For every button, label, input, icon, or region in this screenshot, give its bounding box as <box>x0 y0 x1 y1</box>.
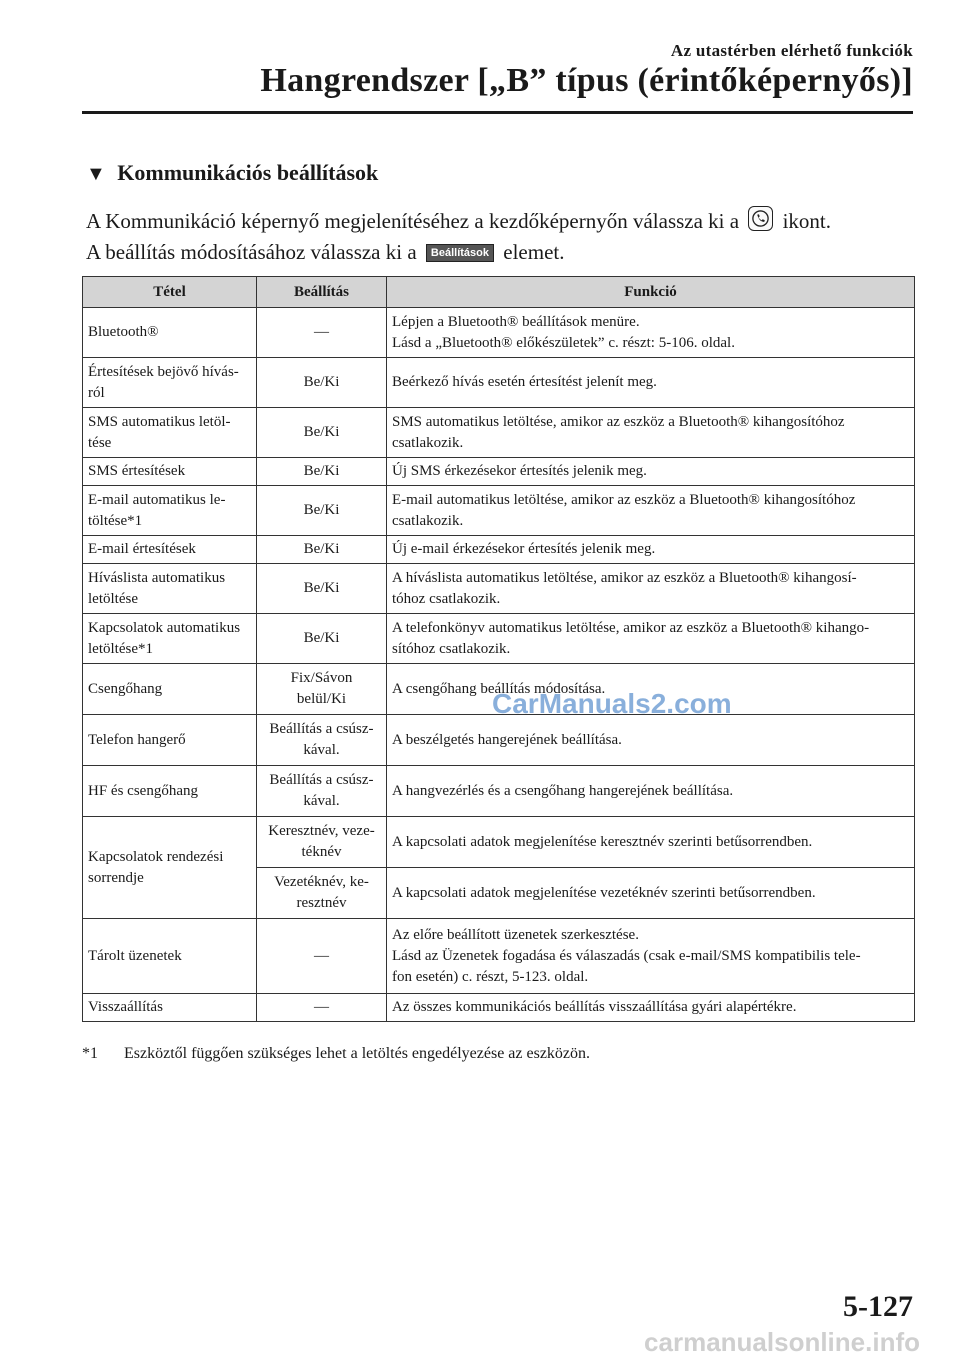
setting-line: Beállítás a csúsz- <box>269 721 374 737</box>
function-line: SMS automatikus letöltése, amikor az eszköz a Bluetooth® kihangosítóhoz <box>392 413 845 430</box>
item-line: letöltése <box>88 590 138 607</box>
function-line: Lépjen a Bluetooth® beállítások menüre. <box>392 313 640 330</box>
function-line: sítóhoz csatlakozik. <box>392 640 511 657</box>
table-cell-setting: — <box>257 919 387 994</box>
item-line: töltése*1 <box>88 512 143 529</box>
setting-line: téknév <box>301 844 342 860</box>
table-cell-setting: Be/Ki <box>257 486 387 536</box>
intro-line-2-text: A beállítás módosításához válassza ki a <box>86 240 417 264</box>
setting-line: kával. <box>303 793 340 809</box>
communication-settings-table <box>82 276 915 1022</box>
setting-line: Vezetéknév, ke- <box>274 874 369 890</box>
table-row <box>83 458 915 486</box>
setting-line: resztnév <box>296 895 347 911</box>
intro-line-1-end: ikont. <box>782 209 832 233</box>
triangle-marker-icon: ▼ <box>86 163 106 185</box>
table-cell-function: Beérkező hívás esetén értesítést jelenít meg. <box>387 358 915 408</box>
table-cell-function: A beszélgetés hangerejének beállítása. <box>387 715 915 766</box>
table-cell-function <box>387 919 915 994</box>
table-cell-setting: Be/Ki <box>257 536 387 564</box>
table-cell-setting: Be/Ki <box>257 458 387 486</box>
setting-line: Keresztnév, veze- <box>268 823 375 839</box>
table-row <box>83 408 915 458</box>
table-cell-setting: Be/Ki <box>257 614 387 664</box>
table-cell-function: Az összes kommunikációs beállítás visszaállítása gyári alapértékre. <box>387 994 915 1022</box>
table-cell-setting: Be/Ki <box>257 408 387 458</box>
footnote-text: Eszköztől függően szükséges lehet a letöltés engedélyezése az eszközön. <box>124 1045 591 1062</box>
table-cell-item <box>83 817 257 919</box>
page-number: 5-127 <box>843 1290 913 1323</box>
function-line: fon esetén) c. részt, 5-123. oldal. <box>392 968 589 985</box>
column-header-function: Funkció <box>387 277 915 308</box>
intro-line-2-end: elemet. <box>503 240 565 264</box>
item-line: Híváslista automatikus <box>88 569 226 586</box>
table-row <box>83 766 915 817</box>
setting-line: Fix/Sávon <box>290 670 353 686</box>
function-line: csatlakozik. <box>392 434 464 451</box>
footnote <box>82 1045 590 1063</box>
table-row <box>83 817 915 868</box>
section-heading <box>86 160 378 186</box>
header-subtitle: Az utastérben elérhető funkciók <box>670 41 913 60</box>
page-title: Hangrendszer [„B” típus (érintőképernyős)] <box>260 62 913 99</box>
item-line: ról <box>88 384 105 401</box>
function-line: A telefonkönyv automatikus letöltése, amikor az eszköz a Bluetooth® kihango- <box>392 619 870 636</box>
setting-line: Beállítás a csúsz- <box>269 772 374 788</box>
table-cell-function: A hangvezérlés és a csengőhang hangerejének beállítása. <box>387 766 915 817</box>
table-cell-item: Bluetooth® <box>83 308 257 358</box>
table-row <box>83 358 915 408</box>
function-line: csatlakozik. <box>392 512 464 529</box>
table-cell-setting <box>257 715 387 766</box>
function-line: A híváslista automatikus letöltése, amikor az eszköz a Bluetooth® kihangosí- <box>392 569 857 586</box>
function-line: tóhoz csatlakozik. <box>392 590 501 607</box>
table-cell-function: A kapcsolati adatok megjelenítése vezetéknév szerinti betűsorrendben. <box>387 868 915 919</box>
table-cell-item: Visszaállítás <box>83 994 257 1022</box>
table-cell-setting <box>257 817 387 868</box>
table-header-row <box>83 277 915 308</box>
table-row <box>83 919 915 994</box>
setting-line: kával. <box>303 742 340 758</box>
table-cell-item <box>83 486 257 536</box>
column-header-item: Tétel <box>83 277 257 308</box>
table-row <box>83 536 915 564</box>
table-cell-item <box>83 408 257 458</box>
table-cell-setting: Be/Ki <box>257 358 387 408</box>
item-line: tése <box>88 434 112 451</box>
table-cell-item: Csengőhang <box>83 664 257 715</box>
table-cell-function: Új SMS érkezésekor értesítés jelenik meg. <box>387 458 915 486</box>
column-header-setting: Beállítás <box>257 277 387 308</box>
table-cell-setting: — <box>257 994 387 1022</box>
table-row <box>83 564 915 614</box>
table-cell-item: Tárolt üzenetek <box>83 919 257 994</box>
bottom-logo: carmanualsonline.info <box>644 1327 920 1357</box>
table-cell-setting: Be/Ki <box>257 564 387 614</box>
intro-line-1-text: A Kommunikáció képernyő megjelenítéséhez a kezdőképernyőn válassza ki a <box>86 209 740 233</box>
intro-line-2 <box>86 240 564 265</box>
table-row <box>83 994 915 1022</box>
table-cell-function <box>387 564 915 614</box>
table-row <box>83 715 915 766</box>
table-cell-item: SMS értesítések <box>83 458 257 486</box>
item-line: sorrendje <box>88 869 144 886</box>
table-cell-setting: — <box>257 308 387 358</box>
table-cell-setting <box>257 664 387 715</box>
table-cell-item <box>83 564 257 614</box>
setting-line: belül/Ki <box>296 691 347 707</box>
item-line: Értesítések bejövő hívás- <box>88 363 239 380</box>
table-cell-item: HF és csengőhang <box>83 766 257 817</box>
table-cell-function <box>387 486 915 536</box>
table-cell-function: A csengőhang beállítás módosítása. <box>387 664 915 715</box>
item-line: E-mail automatikus le- <box>88 491 226 508</box>
table-cell-item <box>83 614 257 664</box>
table-row <box>83 614 915 664</box>
table-cell-function <box>387 408 915 458</box>
footnote-mark: *1 <box>82 1045 98 1062</box>
item-line: SMS automatikus letöl- <box>88 413 231 430</box>
table-cell-function: Új e-mail érkezésekor értesítés jelenik meg. <box>387 536 915 564</box>
section-heading-text: Kommunikációs beállítások <box>117 160 379 185</box>
table-cell-function <box>387 308 915 358</box>
item-line: Kapcsolatok rendezési <box>88 848 224 865</box>
header-rule <box>82 111 913 114</box>
table-row <box>83 308 915 358</box>
table-cell-item <box>83 358 257 408</box>
function-line: Lásd az Üzenetek fogadása és válaszadás (csak e-mail/SMS kompatibilis tele- <box>392 947 861 964</box>
settings-button-label: Beállítások <box>426 244 494 262</box>
table-cell-item: Telefon hangerő <box>83 715 257 766</box>
table-cell-setting <box>257 868 387 919</box>
table-cell-setting <box>257 766 387 817</box>
item-line: letöltése*1 <box>88 640 153 657</box>
table-cell-item: E-mail értesítések <box>83 536 257 564</box>
table-cell-function: A kapcsolati adatok megjelenítése keresztnév szerinti betűsorrendben. <box>387 817 915 868</box>
watermark: CarManuals2.com <box>492 688 732 719</box>
table-cell-function <box>387 614 915 664</box>
table-row <box>83 486 915 536</box>
item-line: Kapcsolatok automatikus <box>88 619 241 636</box>
function-line: E-mail automatikus letöltése, amikor az eszköz a Bluetooth® kihangosítóhoz <box>392 491 856 508</box>
intro-line-1 <box>86 206 831 234</box>
function-line: Lásd a „Bluetooth® előkészületek” c. részt: 5-106. oldal. <box>392 334 735 351</box>
function-line: Az előre beállított üzenetek szerkesztése. <box>392 926 639 943</box>
phone-icon <box>748 206 773 231</box>
